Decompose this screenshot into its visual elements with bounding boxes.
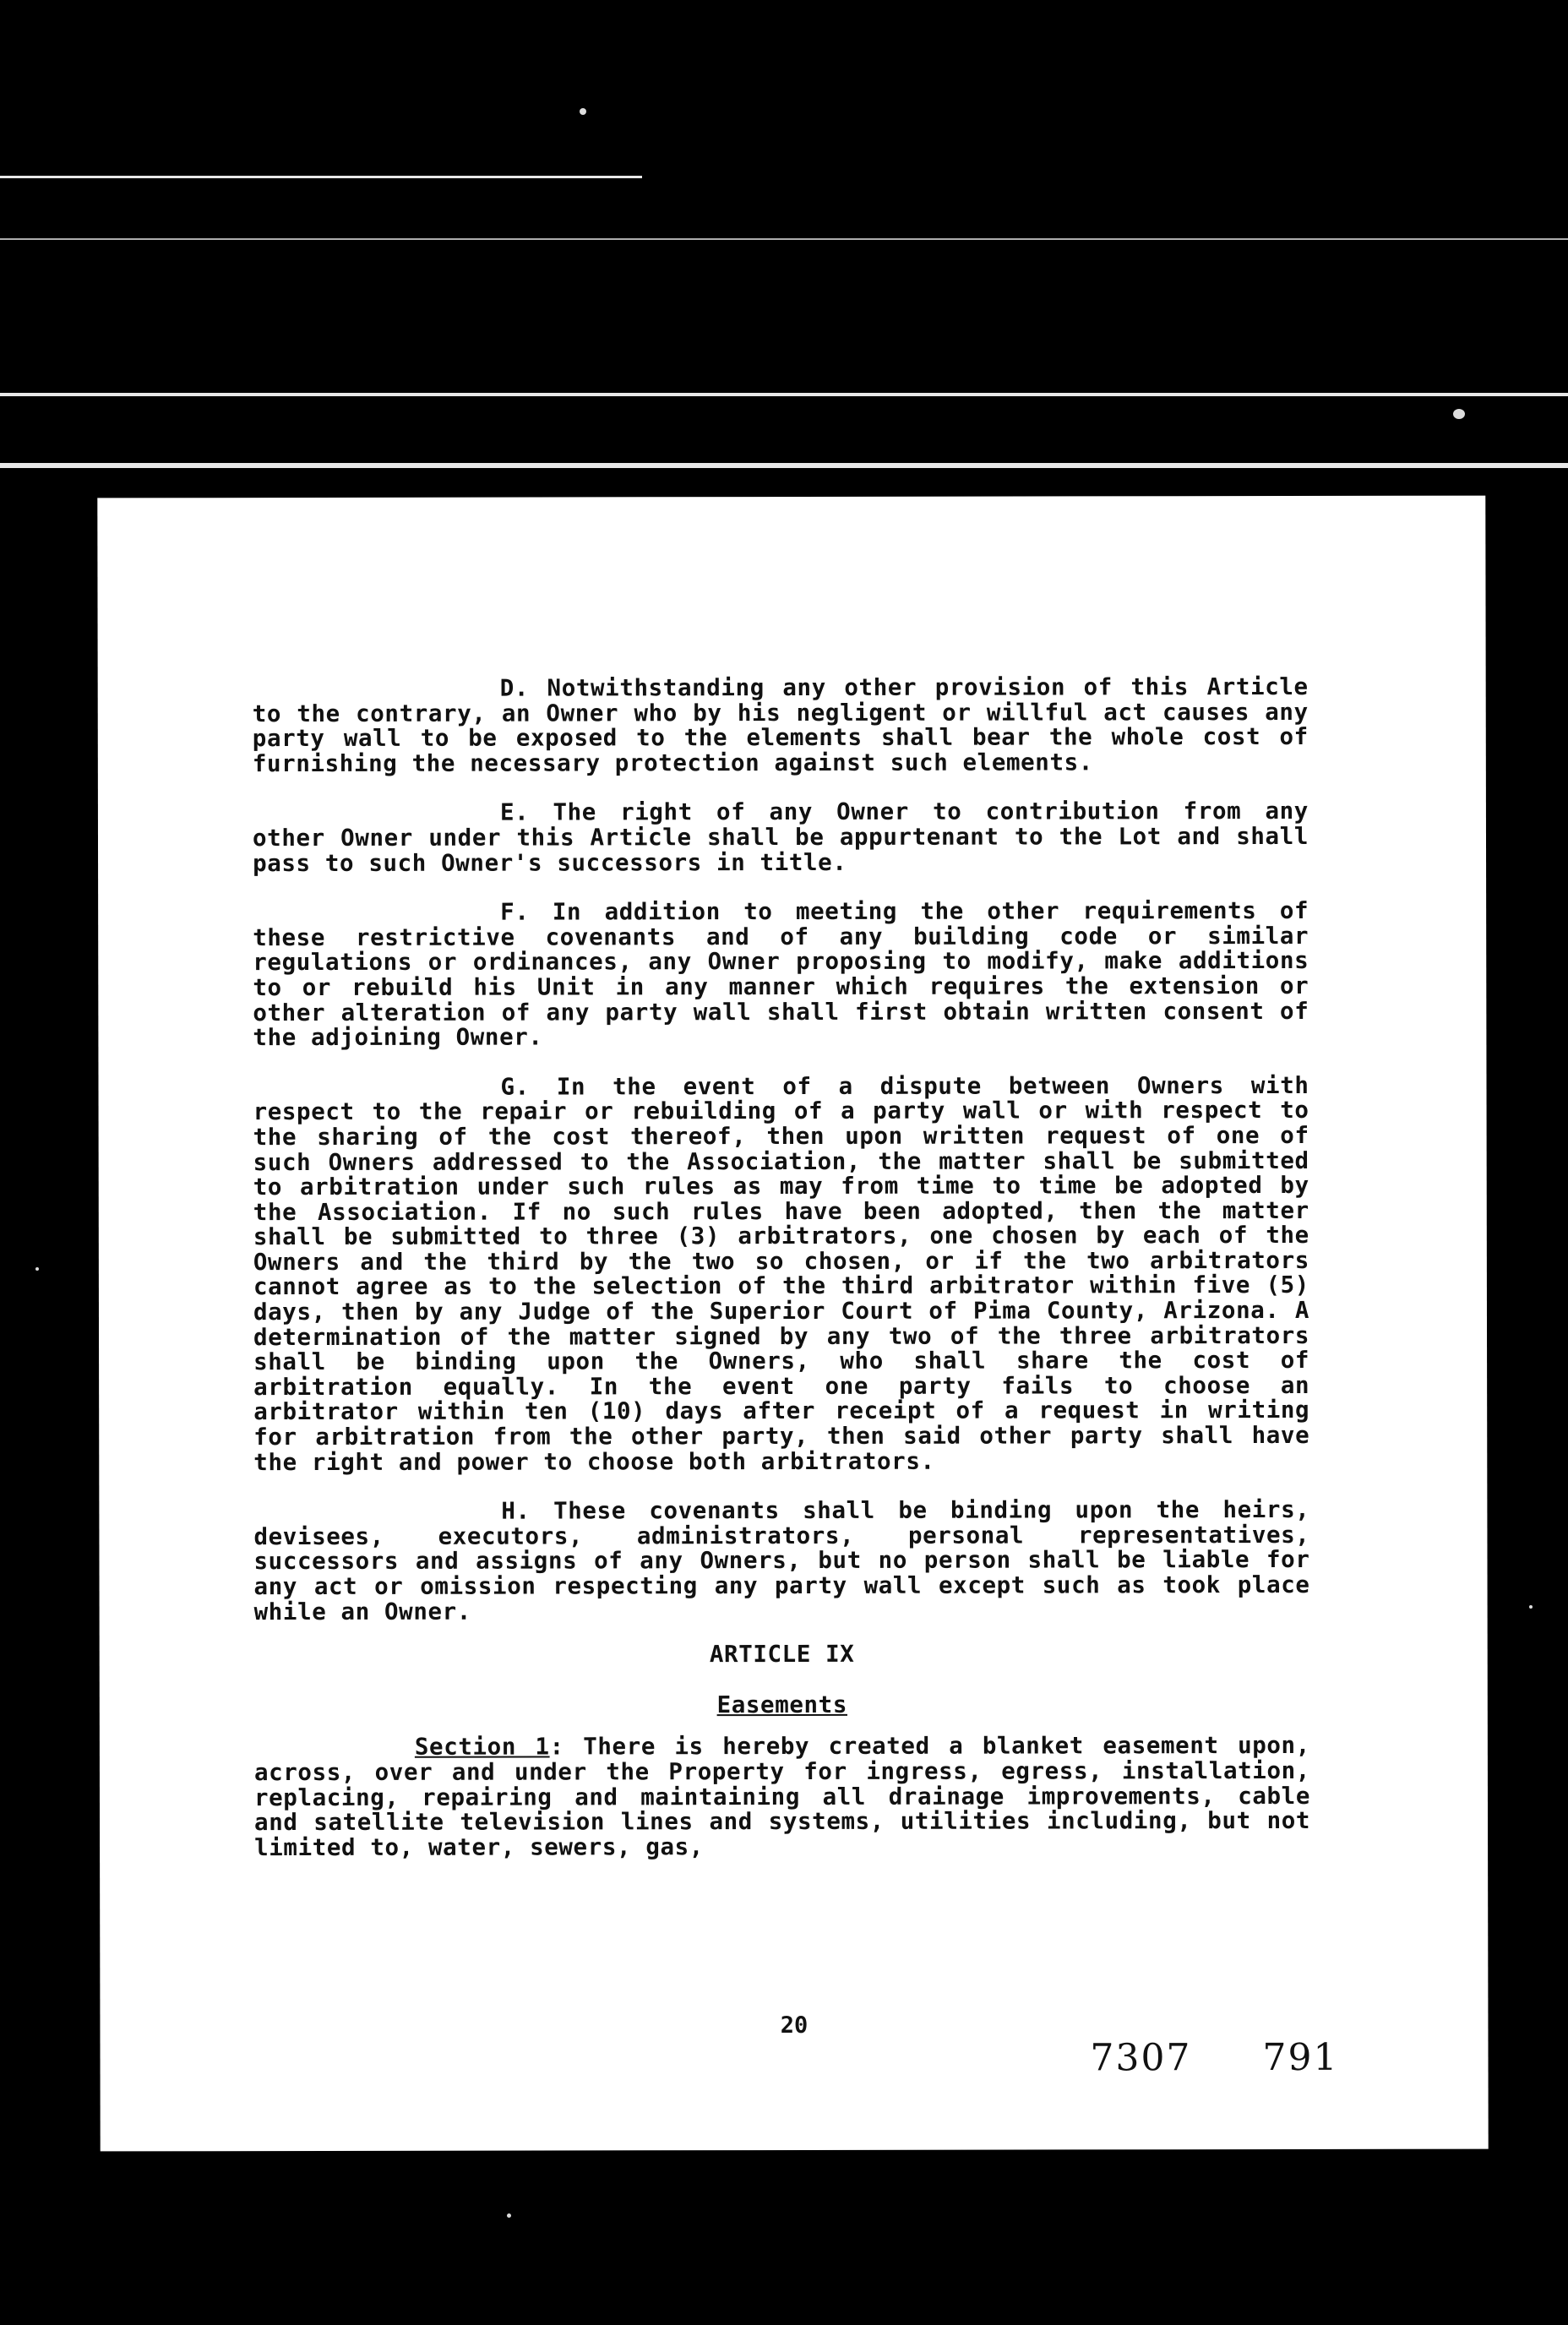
section-1-label: Section 1 — [414, 1733, 550, 1761]
paragraph-e-text: E. The right of any Owner to contribution from any other Owner under this Article shall be appurtenant to the Lot and shall pass to such Owner's successors in title. — [252, 798, 1309, 877]
scan-artifact-streak — [0, 176, 642, 178]
paragraph-h-text: H. These covenants shall be binding upon the heirs, devisees, executors, administrators, personal representatives, successors and assigns of any Owners, but no person shall be liable for any act or omission respecting any party wall except such as took place while an Owner. — [253, 1496, 1310, 1625]
scan-artifact-streak — [0, 238, 1568, 240]
scan-artifact-streak — [0, 463, 1568, 468]
paragraph-f-text: F. In addition to meeting the other requirements of these restrictive covenants and of any building code or similar regulations or ordinances, any Owner proposing to modify, make additions to or rebuild his Unit in any manner which requires the extension or other alteration of any party wall shall first obtain written consent of the adjoining Owner. — [253, 897, 1309, 1052]
paragraph-f — [253, 899, 1309, 1051]
paragraph-e — [253, 799, 1309, 876]
recording-stamp-docket: 7307 — [1090, 2036, 1192, 2080]
page-number: 20 — [780, 2012, 808, 2039]
paragraph-g-text: G. In the event of a dispute between Owners with respect to the repair or rebuilding of a party wall or with respect to the sharing of the cost thereof, then upon written request of one of such Owners addressed to the Association, the matter shall be submitted to arbitration under such rules as may from time to time be adopted by the Association. If no such rules have been adopted, then the matter shall be submitted to three (3) arbitrators, one chosen by each of the Owners and the third by the two so chosen, or if the two arbitrators cannot agree as to the selection of the third arbitrator within five (5) days, then by any Judge of the Superior Court of Pima County, Arizona. A determination of the matter signed by any two of the three arbitrators shall be binding upon the Owners, who shall share the cost of arbitration equally. In the event one party fails to choose an arbitrator within ten (10) days after receipt of a request in writing for arbitration from the other party, then said other party shall have the right and power to choose both arbitrators. — [253, 1071, 1310, 1476]
section-1-text: : There is hereby created a blanket easement upon, across, over and under the Property for ingress, egress, installation, replacing, repairing and maintaining all drainage improvements, cable and satellite television lines and systems, utilities including, but not limited to, water, sewers, gas, — [253, 1732, 1311, 1861]
scan-artifact-speck — [1453, 409, 1465, 419]
scan-artifact-speck — [580, 108, 586, 115]
paragraph-d — [252, 672, 1309, 777]
paragraph-d-text: D. Notwithstanding any other provision of this Article to the contrary, an Owner who by his negligent or willful act causes any party wall to be exposed to the elements shall bear the whole cost of furnishing the necessary protection against such elements. — [252, 672, 1309, 777]
article-heading: ARTICLE IX — [709, 1641, 855, 1669]
document-body — [252, 672, 1311, 1861]
scan-artifact-streak — [0, 393, 1568, 396]
section-1 — [254, 1734, 1310, 1860]
article-subheading — [254, 1692, 1310, 1719]
document-page — [97, 496, 1488, 2152]
scan-artifact-speck — [35, 1267, 39, 1271]
scan-artifact-speck — [507, 2213, 511, 2218]
paragraph-g — [253, 1071, 1310, 1476]
recording-stamp-page: 791 — [1262, 2035, 1339, 2080]
scan-artifact-speck — [1529, 1605, 1533, 1609]
paragraph-h — [253, 1498, 1309, 1625]
article-subheading-text: Easements — [716, 1691, 848, 1718]
